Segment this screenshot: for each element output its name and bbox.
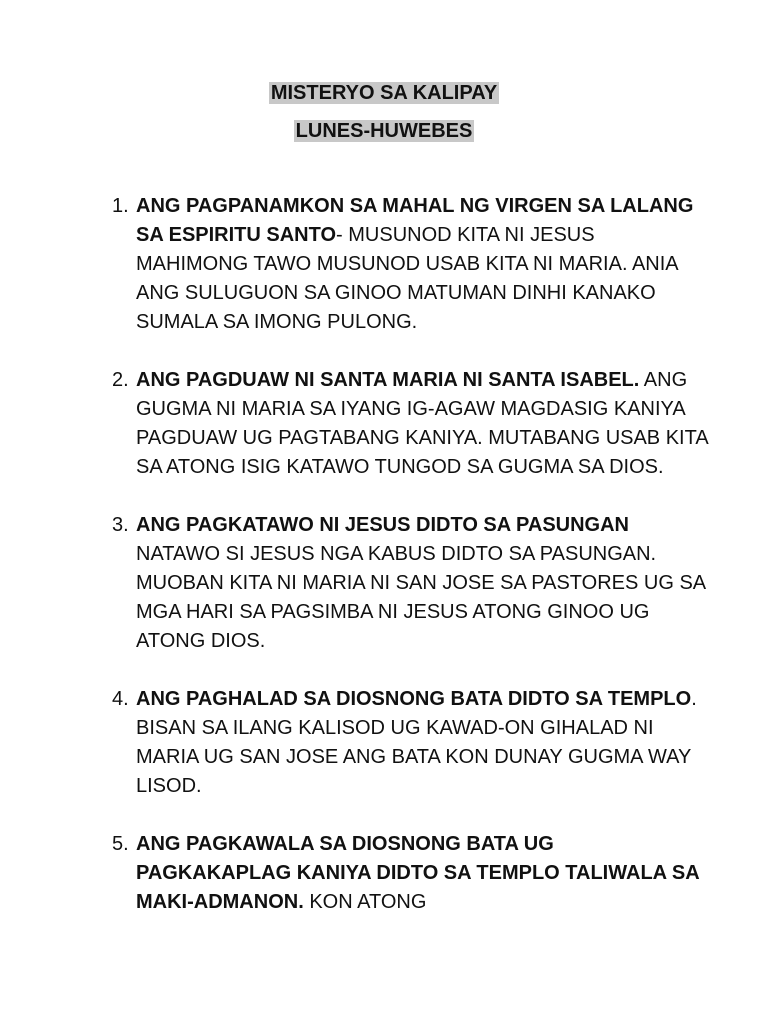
document-title-text: MISTERYO SA KALIPAY	[270, 82, 498, 104]
item-title: ANG PAGKATAWO NI JESUS DIDTO SA PASUNGAN	[136, 514, 629, 536]
list-item	[0, 192, 768, 337]
item-number: 1.	[112, 195, 129, 217]
item-title: ANG PAGPANAMKON SA MAHAL NG VIRGEN SA LALANG SA ESPIRITU SANTO	[136, 195, 694, 246]
item-body: - MUSUNOD KITA NI JESUS MAHIMONG TAWO MUSUNOD USAB KITA NI MARIA. ANIA ANG SULUGUON SA GINOO MATUMAN DINHI KANAKO SUMALA SA IMONG PULONG.	[136, 224, 678, 333]
item-title: ANG PAGHALAD SA DIOSNONG BATA DIDTO SA TEMPLO	[136, 688, 692, 710]
item-title: ANG PAGDUAW NI SANTA MARIA NI SANTA ISABEL.	[136, 369, 640, 391]
item-body: NATAWO SI JESUS NGA KABUS DIDTO SA PASUNGAN. MUOBAN KITA NI MARIA NI SAN JOSE SA PASTORES UG SA MGA HARI SA PAGSIMBA NI JESUS ATONG GINOO UG ATONG DIOS.	[136, 543, 706, 652]
document-subtitle	[0, 118, 768, 144]
item-body: . BISAN SA ILANG KALISOD UG KAWAD-ON GIHALAD NI MARIA UG SAN JOSE ANG BATA KON DUNAY GUGMA WAY LISOD.	[136, 688, 697, 797]
mystery-list	[0, 192, 768, 946]
item-number: 5.	[112, 833, 129, 855]
item-body: KON ATONG	[303, 891, 427, 913]
list-item	[0, 830, 768, 917]
item-title: ANG PAGKAWALA SA DIOSNONG BATA UG PAGKAKAPLAG KANIYA DIDTO SA TEMPLO TALIWALA SA MAKI-ADMANON.	[136, 833, 699, 913]
list-item	[0, 685, 768, 801]
item-number: 3.	[112, 514, 129, 536]
item-number: 4.	[112, 688, 129, 710]
list-item	[0, 366, 768, 482]
document-subtitle-text: LUNES-HUWEBES	[295, 120, 473, 142]
list-item	[0, 511, 768, 656]
item-number: 2.	[112, 369, 129, 391]
document-title	[0, 80, 768, 106]
item-body: ANG GUGMA NI MARIA SA IYANG IG-AGAW MAGDASIG KANIYA PAGDUAW UG PAGTABANG KANIYA. MUTABANG USAB KITA SA ATONG ISIG KATAWO TUNGOD SA GUGMA SA DIOS.	[136, 369, 708, 478]
